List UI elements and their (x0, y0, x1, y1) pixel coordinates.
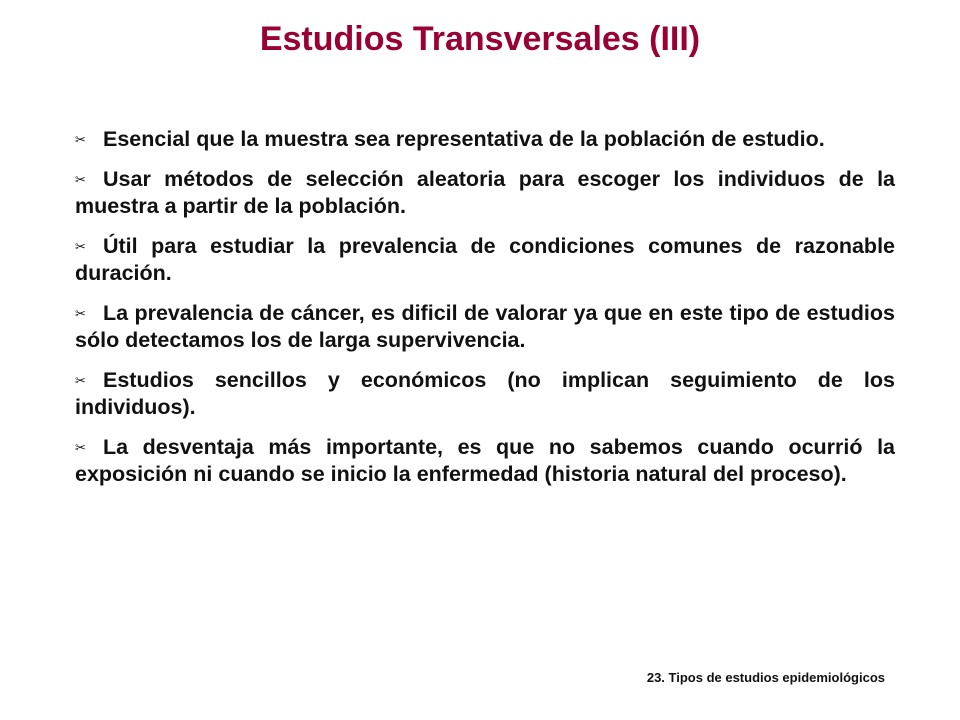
bullet-list (75, 126, 895, 501)
slide-title: Estudios Transversales (III) (259, 20, 701, 58)
scissors-icon: ✂ (75, 440, 86, 455)
scissors-icon: ✂ (75, 373, 86, 388)
bullet-text: Útil para estudiar la prevalencia de condiciones comunes de razonable duración. (75, 234, 895, 285)
footer-caption: 23. Tipos de estudios epidemiológicos (646, 670, 885, 685)
bullet-item (75, 126, 895, 153)
bullet-item (75, 300, 895, 354)
bullet-text: La prevalencia de cáncer, es dificil de valorar ya que en este tipo de estudios sólo detectamos los de larga supervivencia. (75, 301, 895, 352)
bullet-text: Esencial que la muestra sea representativa de la población de estudio. (103, 127, 825, 151)
scissors-icon: ✂ (75, 306, 86, 321)
bullet-item (75, 434, 895, 488)
scissors-icon: ✂ (75, 172, 86, 187)
bullet-item (75, 367, 895, 421)
scissors-icon: ✂ (75, 132, 86, 147)
bullet-item (75, 166, 895, 220)
bullet-text: Usar métodos de selección aleatoria para escoger los individuos de la muestra a partir de la población. (75, 167, 895, 218)
bullet-text: La desventaja más importante, es que no sabemos cuando ocurrió la exposición ni cuando se inicio la enfermedad (historia natural del proceso). (75, 435, 895, 486)
scissors-icon: ✂ (75, 239, 86, 254)
bullet-item (75, 233, 895, 287)
bullet-text: Estudios sencillos y económicos (no implican seguimiento de los individuos). (75, 368, 895, 419)
